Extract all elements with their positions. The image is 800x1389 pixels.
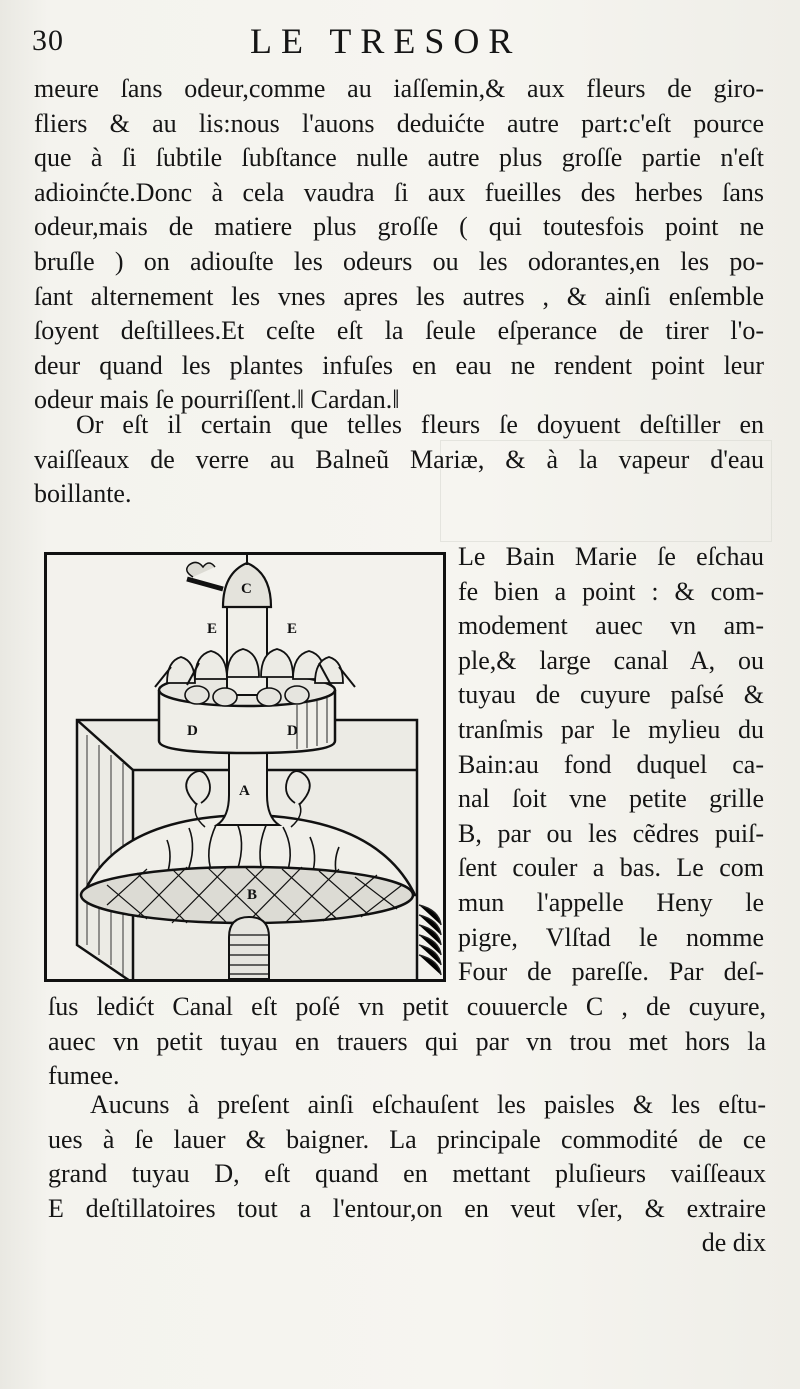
label-d-left: D [187,723,198,739]
text-line: nal ſoit vne petite grille [458,784,764,814]
label-b: B [247,887,258,903]
text-line: odeur,mais de matiere plus groſſe ( qui toutesfois point ne [34,212,764,242]
text-line: meure ſans odeur,comme au iaſſemin,& aux fleurs de giro- [34,74,764,103]
text-line: Bain:au fond duquel ca- [458,749,764,779]
text-line: pigre, Vlſtad le nomme [458,922,764,952]
text-line: bruſle ) on adiouſte les odeurs ou les odorantes,en les po- [34,246,764,276]
text-line: vaiſſeaux de verre au Balneũ Mariæ, & à la vapeur d'eau [34,444,764,474]
page-number: 30 [32,24,64,57]
label-a: A [239,783,250,799]
text-line: ſus ledićt Canal eſt poſé vn petit couuercle C , de cuyure, [48,992,766,1021]
label-e-left: E [207,621,218,637]
text-line: E deſtillatoires tout a l'entour,on en veut vſer, & extraire [48,1193,766,1223]
text-line: fe bien a point : & com- [458,576,764,606]
text-line: ple,& large canal A, ou [458,645,764,675]
text-line: tranſmis par le mylieu du [458,714,764,744]
text-line: ſent couler a bas. Le com [458,853,764,883]
text-line: adioinćte.Donc à cela vaudra ſi aux fueilles des herbes ſans [34,177,764,207]
text-line: odeur mais ſe pourriſſent.‖ Cardan.‖ [34,385,400,415]
text-line: ſoyent deſtillees.Et ceſte eſt la ſeule eſperance de tirer l'o- [34,316,764,346]
text-line: que à ſi ſubtile ſubſtance nulle autre plus groſſe partie n'eſt [34,143,764,173]
page-header [32,20,772,64]
text-line: modement auec vn am- [458,611,764,641]
text-line: mun l'appelle Heny le [458,887,764,917]
text-line: Or eſt il certain que telles fleurs ſe doyuent deſtiller en [76,410,764,439]
paragraph-1 [34,72,764,418]
text-line: B, par ou les cẽdres puiſ- [458,818,764,848]
paragraph-2 [34,408,764,512]
text-line: tuyau de cuyure paſsé & [458,680,764,710]
text-line: grand tuyau D, eſt quand en mettant pluſieurs vaiſſeaux [48,1159,766,1189]
running-head: LE TRESOR [250,21,522,61]
paragraph-3 [48,990,766,1094]
text-line: fliers & au lis:nous l'auons deduićte autre part:c'eſt pource [34,108,764,138]
text-line: boillante. [34,479,132,509]
paragraph-4 [48,1088,766,1261]
label-e-right: E [287,621,298,637]
text-line: auec vn petit tuyau en trauers qui par vn trou met hors la [48,1026,766,1056]
catchword: de dix [701,1228,766,1258]
label-c: C [241,581,252,597]
bain-marie-woodcut [44,552,446,982]
figure-side-text [458,540,764,990]
text-line: Aucuns à preſent ainſi eſchauſent les paisles & les eſtu- [90,1090,766,1119]
text-line: ſant alternement les vnes apres les autres , & ainſi enſemble [34,281,764,311]
text-line: ues à ſe lauer & baigner. La principale commodité de ce [48,1124,766,1154]
text-line: fumee. [48,1061,120,1091]
text-line: deur quand les plantes infuſes en eau ne rendent point leur [34,350,764,380]
text-line: Four de pareſſe. Par deſ- [458,957,764,987]
text-line: Le Bain Marie ſe eſchau [458,542,764,571]
label-d-right: D [287,723,298,739]
